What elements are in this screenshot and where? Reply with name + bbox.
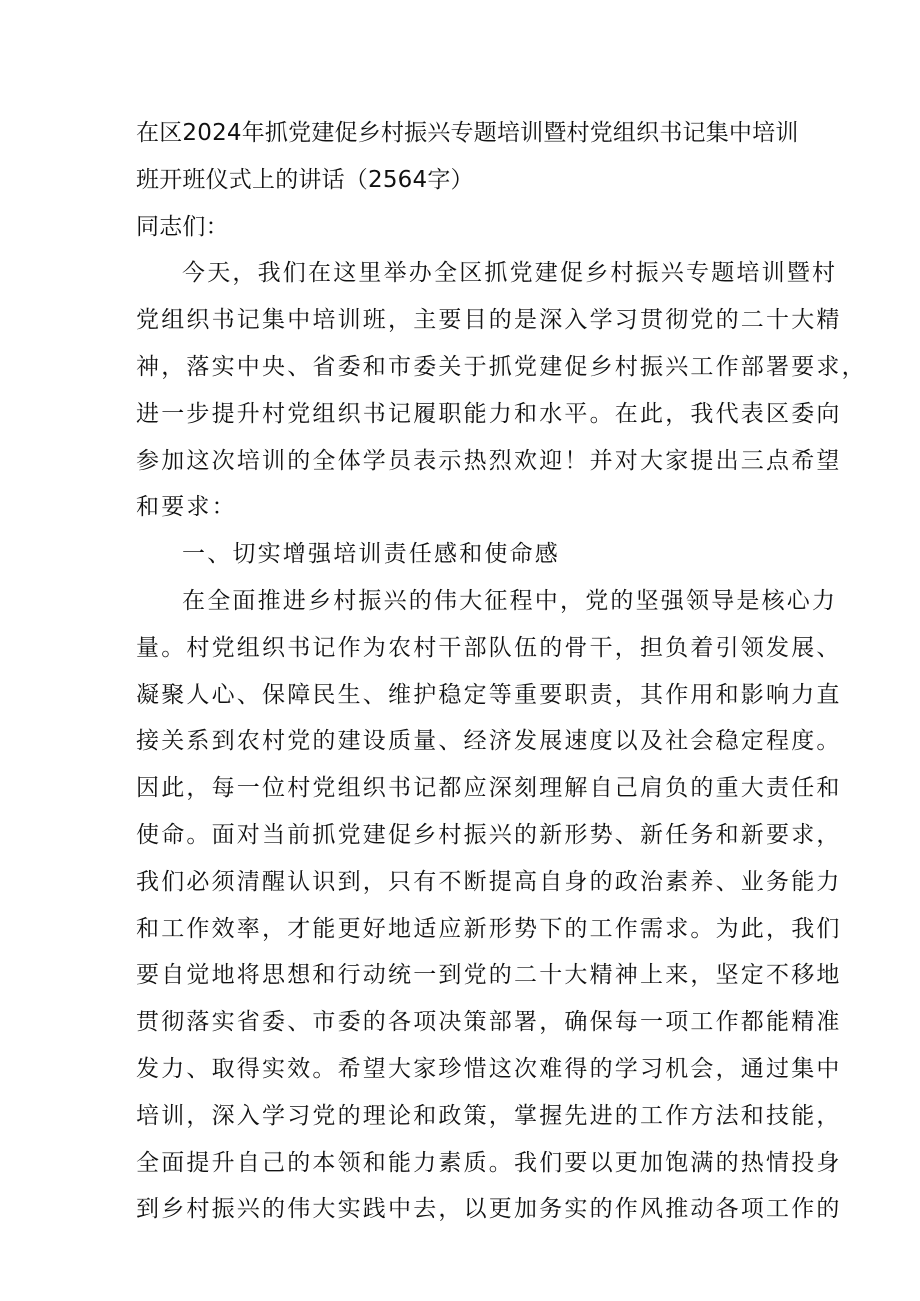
paragraph-2-line-5: 因此，每一位村党组织书记都应深刻理解自己肩负的重大责任和 [136,775,842,802]
paragraph-1-line-1: 今天，我们在这里举办全区抓党建促乡村振兴专题培训暨村 [182,260,838,287]
section-heading-1: 一、切实增强培训责任感和使命感 [182,541,560,568]
paragraph-1-line-2: 党组织书记集中培训班，主要目的是深入学习贯彻党的二十大精 [136,307,842,334]
salutation: 同志们： [136,213,229,240]
paragraph-2-line-10: 贯彻落实省委、市委的各项决策部署，确保每一项工作都能精准 [136,1009,842,1036]
paragraph-2-line-2: 量。村党组织书记作为农村干部队伍的骨干，担负着引领发展、 [136,634,842,661]
paragraph-1-line-6: 和要求： [136,494,237,521]
paragraph-1-line-4: 进一步提升村党组织书记履职能力和水平。在此，我代表区委向 [136,400,842,427]
paragraph-2-line-11: 发力、取得实效。希望大家珍惜这次难得的学习机会，通过集中 [136,1055,842,1082]
paragraph-2-line-4: 接关系到农村党的建设质量、经济发展速度以及社会稳定程度。 [136,728,842,755]
paragraph-2-line-9: 要自觉地将思想和行动统一到党的二十大精神上来，坚定不移地 [136,962,842,989]
paragraph-1-line-5: 参加这次培训的全体学员表示热烈欢迎！并对大家提出三点希望 [136,447,842,474]
paragraph-2-line-8: 和工作效率，才能更好地适应新形势下的工作需求。为此，我们 [136,915,842,942]
paragraph-2-line-14: 到乡村振兴的伟大实践中去，以更加务实的作风推动各项工作的 [136,1196,842,1223]
paragraph-2-line-1: 在全面推进乡村振兴的伟大征程中，党的坚强领导是核心力 [182,587,838,614]
paragraph-2-line-12: 培训，深入学习党的理论和政策，掌握先进的工作方法和技能， [136,1102,842,1129]
paragraph-2-line-6: 使命。面对当前抓党建促乡村振兴的新形势、新任务和新要求， [136,821,842,848]
paragraph-2-line-13: 全面提升自己的本领和能力素质。我们要以更加饱满的热情投身 [136,1149,842,1176]
document-title-line-2: 班开班仪式上的讲话（2564字） [136,166,474,193]
document-title-line-1: 在区2024年抓党建促乡村振兴专题培训暨村党组织书记集中培训 [136,120,799,146]
paragraph-1-line-3: 神，落实中央、省委和市委关于抓党建促乡村振兴工作部署要求， [136,353,867,380]
paragraph-2-line-7: 我们必须清醒认识到，只有不断提高自身的政治素养、业务能力 [136,868,842,895]
paragraph-2-line-3: 凝聚人心、保障民生、维护稳定等重要职责，其作用和影响力直 [136,681,842,708]
document-body [136,110,867,1233]
